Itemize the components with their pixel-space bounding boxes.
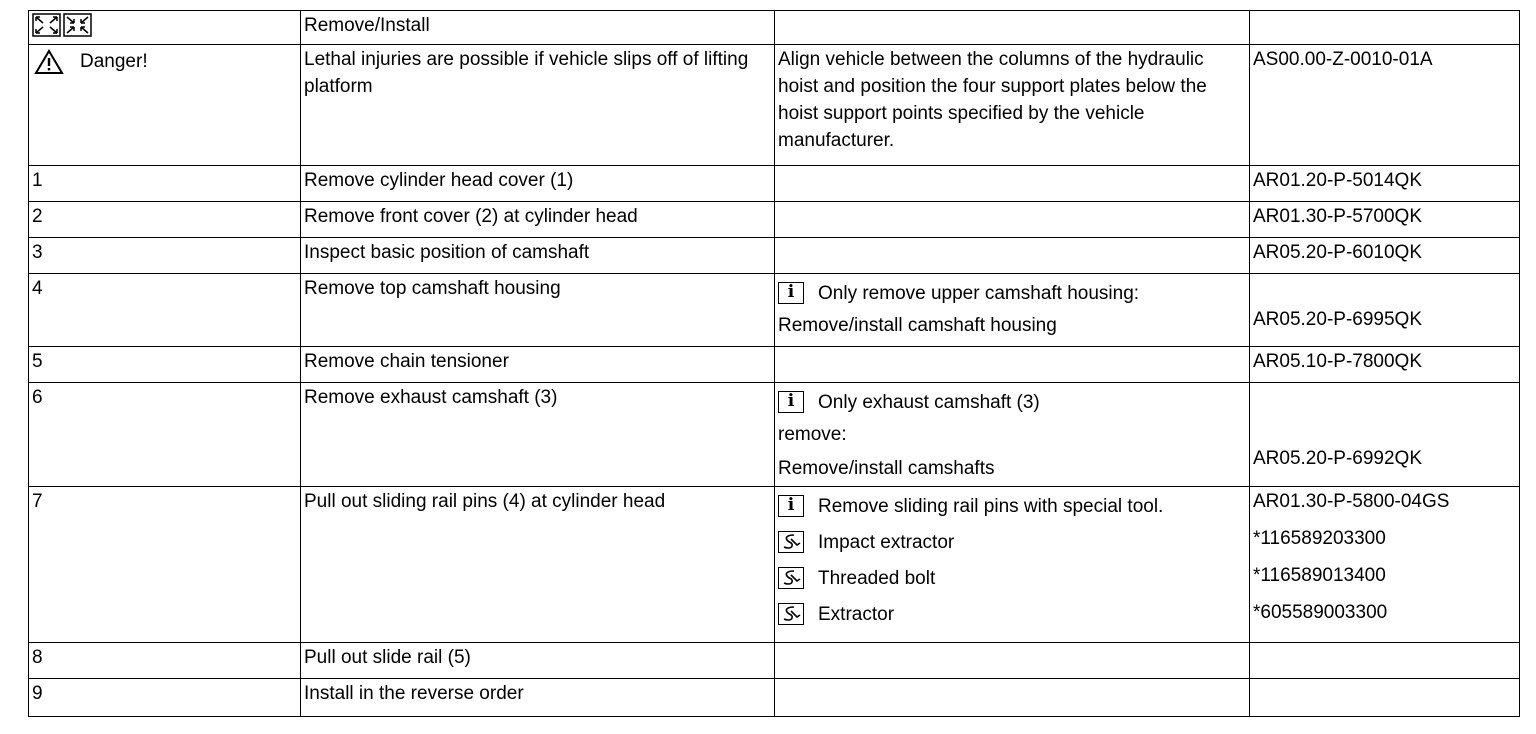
step-ref[interactable]: AR05.20-P-6995QK bbox=[1253, 309, 1422, 330]
step-sub: Remove/install camshafts bbox=[778, 457, 995, 479]
tool-part-number[interactable]: *116589203300 bbox=[1253, 528, 1386, 549]
header-icon-cell bbox=[29, 11, 301, 45]
step-ref-cell bbox=[1250, 383, 1520, 487]
step-note: Only exhaust camshaft (3) bbox=[818, 391, 1040, 413]
step-note-cell bbox=[775, 202, 1250, 238]
tool-name: Impact extractor bbox=[818, 531, 955, 553]
step-note-cell bbox=[775, 679, 1250, 717]
step-ref-cell bbox=[1250, 487, 1520, 643]
step-note-continued: remove: bbox=[778, 423, 847, 445]
step-sub: Remove/install camshaft housing bbox=[778, 314, 1057, 336]
danger-row bbox=[29, 45, 1520, 166]
step-ref[interactable]: AR05.10-P-7800QK bbox=[1250, 347, 1520, 383]
info-icon: i bbox=[778, 495, 804, 517]
step-note-cell bbox=[775, 274, 1250, 347]
expand-icon bbox=[63, 13, 92, 37]
table-row bbox=[29, 202, 1520, 238]
step-text: Remove top camshaft housing bbox=[301, 274, 775, 347]
header-empty-cell bbox=[1250, 11, 1520, 45]
procedure-table bbox=[28, 10, 1520, 717]
step-note: Remove sliding rail pins with special tool. bbox=[818, 495, 1164, 517]
danger-label: Danger! bbox=[80, 51, 148, 72]
info-icon: i bbox=[778, 391, 804, 413]
step-ref-cell bbox=[1250, 643, 1520, 679]
info-icon: i bbox=[778, 282, 804, 304]
step-text: Pull out sliding rail pins (4) at cylinder head bbox=[301, 487, 775, 643]
step-number: 3 bbox=[29, 238, 301, 274]
step-note-cell bbox=[775, 347, 1250, 383]
step-note-cell bbox=[775, 487, 1250, 643]
tool-part-number[interactable]: *605589003300 bbox=[1253, 602, 1388, 623]
step-note-cell bbox=[775, 643, 1250, 679]
step-number: 2 bbox=[29, 202, 301, 238]
step-number: 8 bbox=[29, 643, 301, 679]
step-ref[interactable]: AR05.20-P-6992QK bbox=[1253, 448, 1422, 469]
step-number: 1 bbox=[29, 166, 301, 202]
step-note-cell bbox=[775, 166, 1250, 202]
step-number: 4 bbox=[29, 274, 301, 347]
step-note-cell bbox=[775, 383, 1250, 487]
procedure-table-wrapper bbox=[28, 10, 1519, 717]
warning-triangle-icon bbox=[34, 49, 64, 75]
danger-risk: Lethal injuries are possible if vehicle slips off of lifting platform bbox=[301, 45, 775, 166]
table-row bbox=[29, 274, 1520, 347]
step-text: Inspect basic position of camshaft bbox=[301, 238, 775, 274]
tool-name: Threaded bolt bbox=[818, 567, 936, 589]
step-ref[interactable]: AR01.20-P-5014QK bbox=[1250, 166, 1520, 202]
table-row bbox=[29, 166, 1520, 202]
step-text: Remove front cover (2) at cylinder head bbox=[301, 202, 775, 238]
table-row bbox=[29, 238, 1520, 274]
tool-name: Extractor bbox=[818, 603, 895, 625]
step-ref-cell bbox=[1250, 679, 1520, 717]
step-number: 6 bbox=[29, 383, 301, 487]
table-row bbox=[29, 679, 1520, 717]
danger-ref[interactable]: AS00.00-Z-0010-01A bbox=[1250, 45, 1520, 166]
step-number: 5 bbox=[29, 347, 301, 383]
danger-label-cell bbox=[29, 45, 301, 166]
step-ref[interactable]: AR01.30-P-5700QK bbox=[1250, 202, 1520, 238]
step-text: Install in the reverse order bbox=[301, 679, 775, 717]
special-tool-icon bbox=[778, 603, 804, 625]
step-ref[interactable]: AR01.30-P-5800-04GS bbox=[1253, 491, 1450, 512]
special-tool-icon bbox=[778, 531, 804, 553]
header-empty-cell bbox=[775, 11, 1250, 45]
step-number: 7 bbox=[29, 487, 301, 643]
expand-icon bbox=[32, 13, 61, 37]
step-text: Remove chain tensioner bbox=[301, 347, 775, 383]
step-number: 9 bbox=[29, 679, 301, 717]
table-row bbox=[29, 487, 1520, 643]
step-note: Only remove upper camshaft housing: bbox=[818, 282, 1140, 304]
step-ref-cell bbox=[1250, 274, 1520, 347]
tool-part-number[interactable]: *116589013400 bbox=[1253, 565, 1386, 586]
step-ref[interactable]: AR05.20-P-6010QK bbox=[1250, 238, 1520, 274]
table-row bbox=[29, 643, 1520, 679]
table-header-row bbox=[29, 11, 1520, 45]
header-title: Remove/Install bbox=[301, 11, 775, 45]
table-row bbox=[29, 347, 1520, 383]
table-row bbox=[29, 383, 1520, 487]
step-note-cell bbox=[775, 238, 1250, 274]
step-text: Remove cylinder head cover (1) bbox=[301, 166, 775, 202]
special-tool-icon bbox=[778, 567, 804, 589]
step-text: Remove exhaust camshaft (3) bbox=[301, 383, 775, 487]
step-text: Pull out slide rail (5) bbox=[301, 643, 775, 679]
danger-measure: Align vehicle between the columns of the hydraulic hoist and position the four support plates below the hoist support points specified by the vehicle manufacturer. bbox=[775, 45, 1250, 166]
